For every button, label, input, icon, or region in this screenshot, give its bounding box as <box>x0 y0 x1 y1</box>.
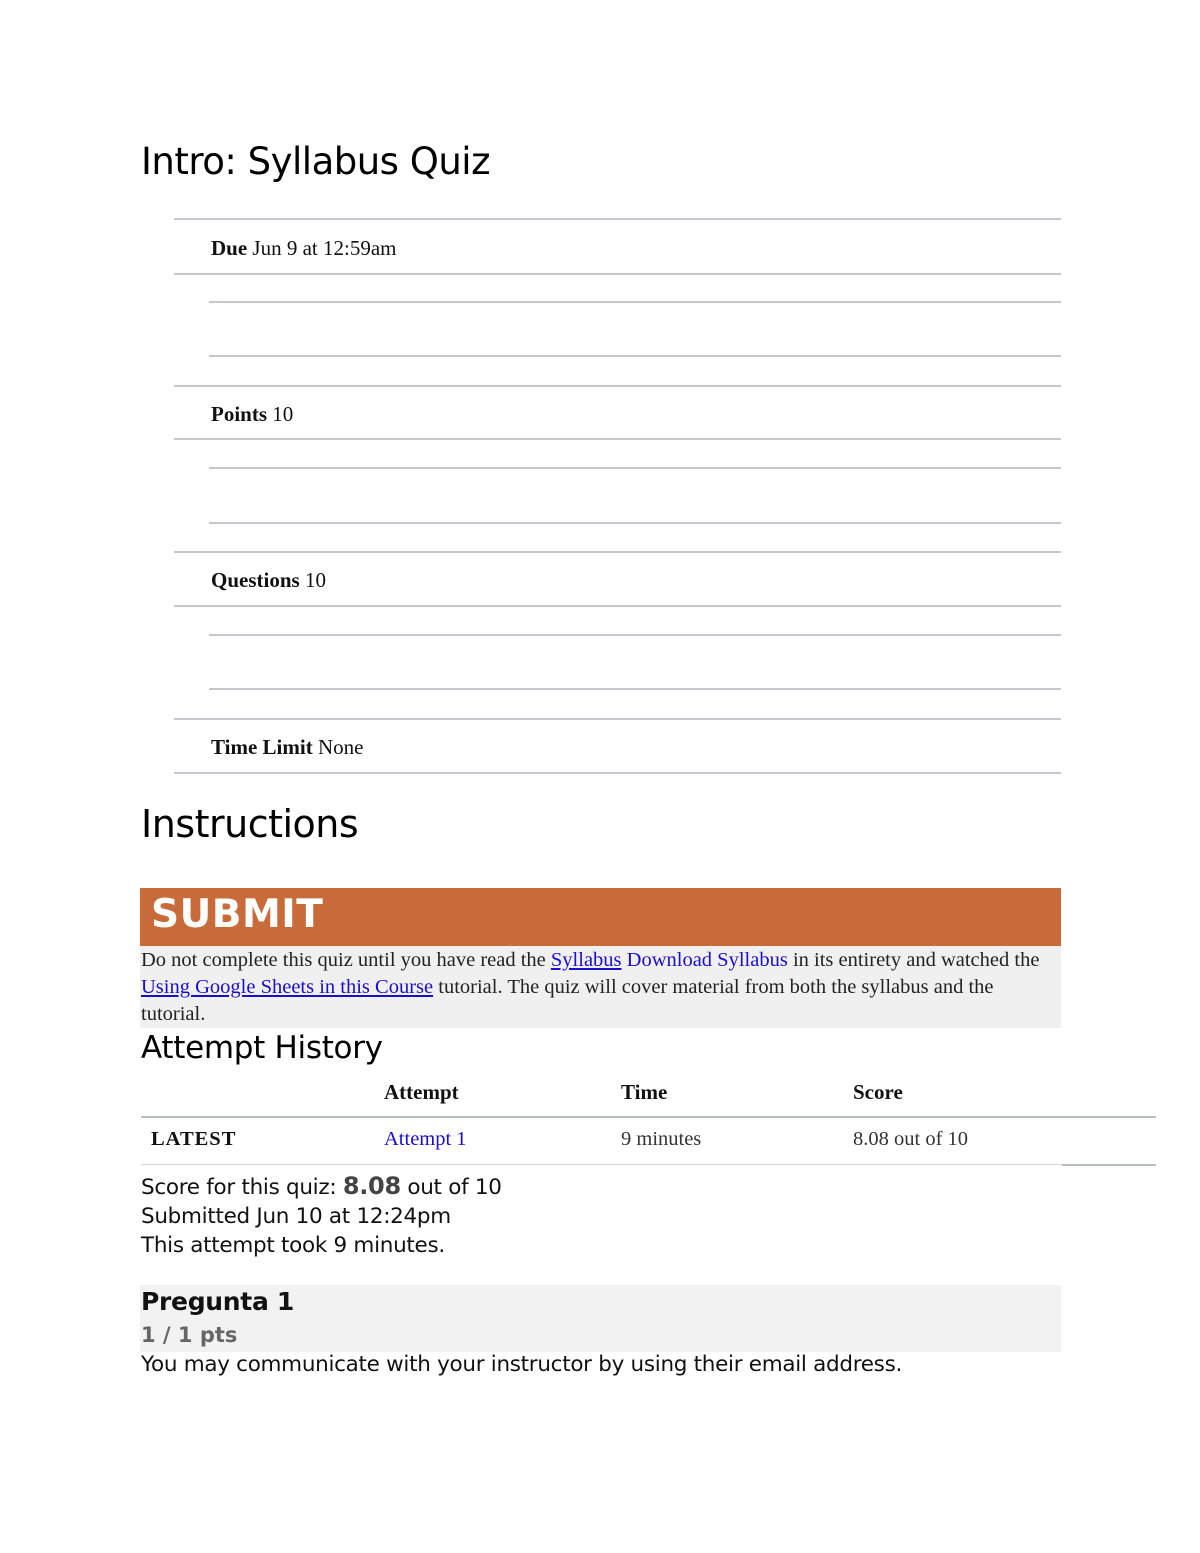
due-value: Jun 9 at 12:59am <box>252 236 397 260</box>
divider <box>209 522 1061 524</box>
submit-banner-text: SUBMIT <box>151 892 324 937</box>
questions-label: Questions <box>211 568 300 592</box>
divider <box>174 385 1061 387</box>
due-label: Due <box>211 236 248 260</box>
question-text: You may communicate with your instructor by using their email address. <box>141 1352 903 1377</box>
question-header <box>140 1285 1061 1352</box>
page-title: Intro: Syllabus Quiz <box>141 140 490 183</box>
attempt-link[interactable]: Attempt 1 <box>384 1128 467 1150</box>
table-row-divider <box>1062 1164 1156 1166</box>
column-header-score: Score <box>853 1080 903 1104</box>
divider <box>209 301 1061 303</box>
time-limit-row <box>211 735 363 760</box>
latest-tag: LATEST <box>151 1128 237 1150</box>
column-header-time: Time <box>621 1080 668 1104</box>
score-value: 8.08 <box>342 1172 401 1200</box>
points-value: 10 <box>272 402 294 426</box>
divider <box>209 355 1061 357</box>
divider <box>174 218 1061 220</box>
points-label: Points <box>211 402 268 426</box>
google-sheets-link[interactable]: Using Google Sheets in this Course <box>141 976 434 998</box>
column-header-attempt: Attempt <box>384 1080 459 1104</box>
instructions-text <box>141 947 1061 1028</box>
duration-line: This attempt took 9 minutes. <box>141 1233 445 1258</box>
submit-banner <box>140 888 1061 946</box>
time-limit-label: Time Limit <box>211 735 313 759</box>
questions-row <box>211 568 326 593</box>
divider <box>174 605 1061 607</box>
points-row <box>211 402 293 427</box>
divider <box>174 772 1061 774</box>
score-prefix: Score for this quiz: <box>141 1175 343 1200</box>
attempt-history-heading: Attempt History <box>141 1030 383 1066</box>
due-row <box>211 236 397 261</box>
divider <box>174 551 1061 553</box>
instructions-text-part: Do not complete this quiz until you have read the <box>141 949 551 971</box>
time-limit-value: None <box>317 735 364 759</box>
divider <box>209 688 1061 690</box>
divider <box>209 467 1061 469</box>
instructions-heading: Instructions <box>141 802 359 846</box>
divider <box>174 718 1061 720</box>
syllabus-link[interactable]: Syllabus <box>550 949 622 971</box>
question-points: 1 / 1 pts <box>141 1323 238 1347</box>
divider <box>209 634 1061 636</box>
score-suffix: out of 10 <box>400 1175 502 1200</box>
table-header-divider <box>141 1116 1156 1118</box>
divider <box>174 438 1061 440</box>
attempt-time: 9 minutes <box>621 1128 702 1150</box>
instructions-text-part: tutorial. The quiz will cover material from both the syllabus and the tutorial. <box>141 976 994 1025</box>
question-title: Pregunta 1 <box>141 1287 295 1316</box>
instructions-text-part: in its entirety and watched the <box>787 949 1040 971</box>
score-line <box>141 1172 502 1202</box>
divider <box>174 273 1061 275</box>
table-row-divider <box>141 1164 1062 1165</box>
download-syllabus-link[interactable]: Download Syllabus <box>626 949 788 971</box>
questions-value: 10 <box>304 568 326 592</box>
score-summary <box>141 1172 502 1260</box>
submitted-line: Submitted Jun 10 at 12:24pm <box>141 1204 451 1229</box>
attempt-score: 8.08 out of 10 <box>853 1128 969 1150</box>
instructions-box <box>140 946 1061 1028</box>
